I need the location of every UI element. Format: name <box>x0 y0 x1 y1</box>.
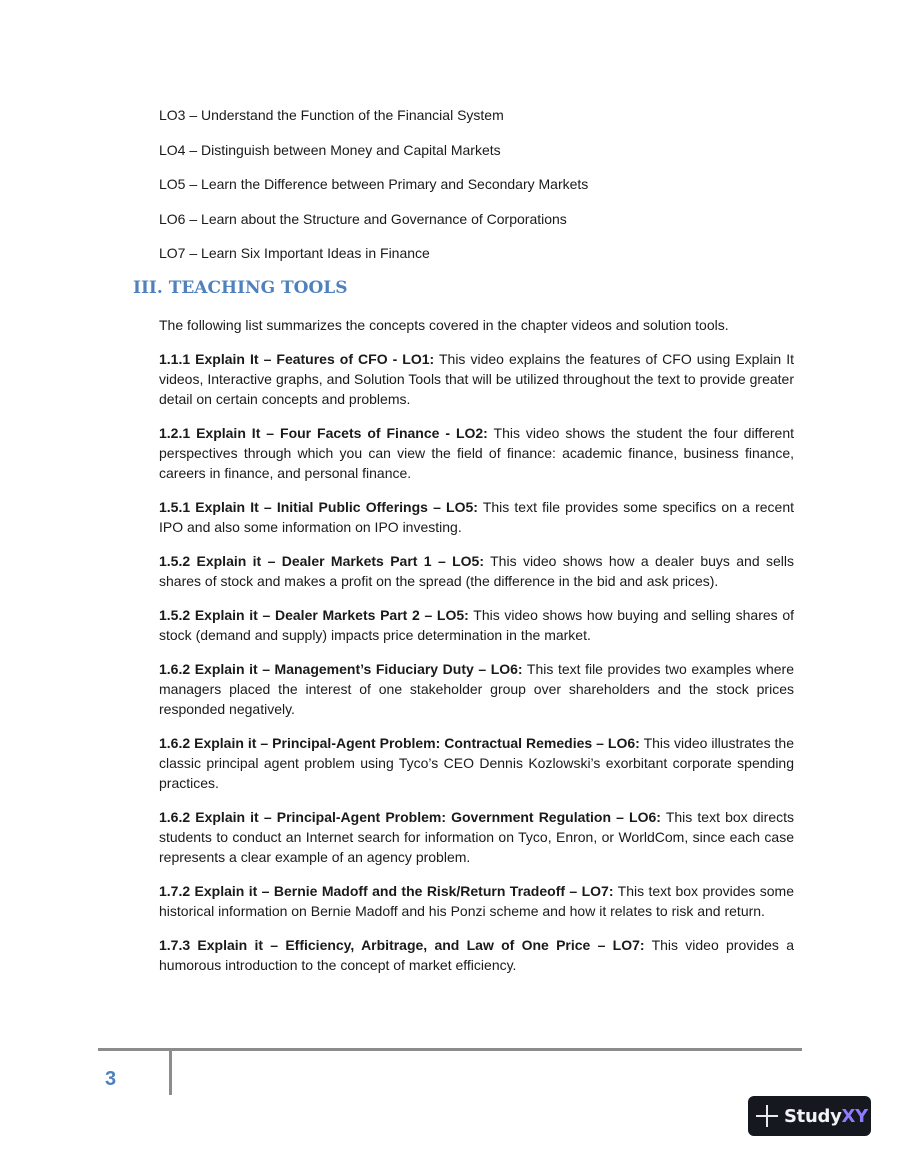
entry-text: This video provides a humorous introduction to the concept of market efficiency. <box>159 937 794 973</box>
entry-text: This text file provides some specifics on a recent IPO and also some information on IPO investing. <box>159 499 794 535</box>
section-intro: The following list summarizes the concepts covered in the chapter videos and solution tools. <box>159 317 729 333</box>
entry-text: This video explains the features of CFO using Explain It videos, Interactive graphs, and Solution Tools that will be utilized throughout the text to provide greater detail on certain concepts and problems. <box>159 351 794 407</box>
entry-text: This text box directs students to conduct an Internet search for information on Tyco, Enron, or WorldCom, since each case represents a clear example of an agency problem. <box>159 809 795 865</box>
entry-lead: 1.7.2 Explain it – Bernie Madoff and the Risk/Return Tradeoff – LO7: <box>159 883 614 899</box>
entry-text: This text box provides some historical information on Bernie Madoff and his Ponzi scheme and how it relates to risk and return. <box>159 883 794 919</box>
entry-lead: 1.7.3 Explain it – Efficiency, Arbitrage, and Law of One Price – LO7: <box>159 937 645 953</box>
teaching-tool-entry <box>159 551 794 591</box>
learning-objective-item: LO6 – Learn about the Structure and Governance of Corporations <box>159 210 567 227</box>
entry-text: This video shows how a dealer buys and sells shares of stock and makes a profit on the spread (the difference in the bid and ask prices). <box>159 553 794 589</box>
entry-text: This video illustrates the classic principal agent problem using Tyco’s CEO Dennis Kozlowski’s exorbitant corporate spending practices. <box>159 735 795 791</box>
learning-objective-item: LO3 – Understand the Function of the Financial System <box>159 107 504 123</box>
footer-divider <box>98 1048 802 1051</box>
teaching-tool-entry <box>159 497 794 537</box>
entry-lead: 1.6.2 Explain it – Principal-Agent Problem: Government Regulation – LO6: <box>159 809 661 825</box>
section-heading: III. TEACHING TOOLS <box>133 278 348 298</box>
entry-lead: 1.1.1 Explain It – Features of CFO - LO1: <box>159 351 435 367</box>
teaching-tool-entry <box>159 605 794 645</box>
teaching-tool-entry <box>159 807 794 867</box>
plus-icon <box>756 1105 778 1127</box>
entry-lead: 1.6.2 Explain it – Management’s Fiduciary Duty – LO6: <box>159 661 523 677</box>
entry-text: This text file provides two examples where managers placed the interest of one stakeholder group over shareholders and the stock prices responded negatively. <box>159 661 795 717</box>
entry-text: This video shows the student the four different perspectives through which you can view the field of finance: academic finance, business finance, careers in finance, and personal finance. <box>159 425 794 481</box>
badge-brand-main: Study <box>784 1105 842 1127</box>
entry-text: This video shows how buying and selling shares of stock (demand and supply) impacts price determination in the market. <box>159 607 794 643</box>
entry-lead: 1.2.1 Explain It – Four Facets of Finance - LO2: <box>159 425 488 441</box>
teaching-tool-entry <box>159 935 794 975</box>
entry-lead: 1.5.2 Explain it – Dealer Markets Part 1 – LO5: <box>159 553 484 569</box>
learning-objectives-list <box>159 106 799 279</box>
teaching-tool-entry <box>159 733 794 793</box>
entry-lead: 1.5.2 Explain it – Dealer Markets Part 2 – LO5: <box>159 607 469 623</box>
page-number: 3 <box>105 1068 117 1090</box>
teaching-tools-content <box>159 315 794 989</box>
learning-objective-item: LO4 – Distinguish between Money and Capital Markets <box>159 141 501 158</box>
learning-objective-item: LO5 – Learn the Difference between Primary and Secondary Markets <box>159 176 589 192</box>
teaching-tool-entry <box>159 349 794 409</box>
teaching-tool-entry <box>159 659 794 719</box>
entry-lead: 1.5.1 Explain It – Initial Public Offerings – LO5: <box>159 499 478 515</box>
badge-logo-text <box>784 1106 868 1127</box>
studyxy-badge[interactable] <box>748 1096 871 1136</box>
badge-brand-accent: XY <box>841 1105 868 1127</box>
learning-objective-item: LO7 – Learn Six Important Ideas in Finance <box>159 245 430 261</box>
footer-vertical-divider <box>169 1051 172 1095</box>
teaching-tool-entry <box>159 881 794 921</box>
teaching-tool-entry <box>159 423 794 483</box>
entry-lead: 1.6.2 Explain it – Principal-Agent Problem: Contractual Remedies – LO6: <box>159 735 640 751</box>
